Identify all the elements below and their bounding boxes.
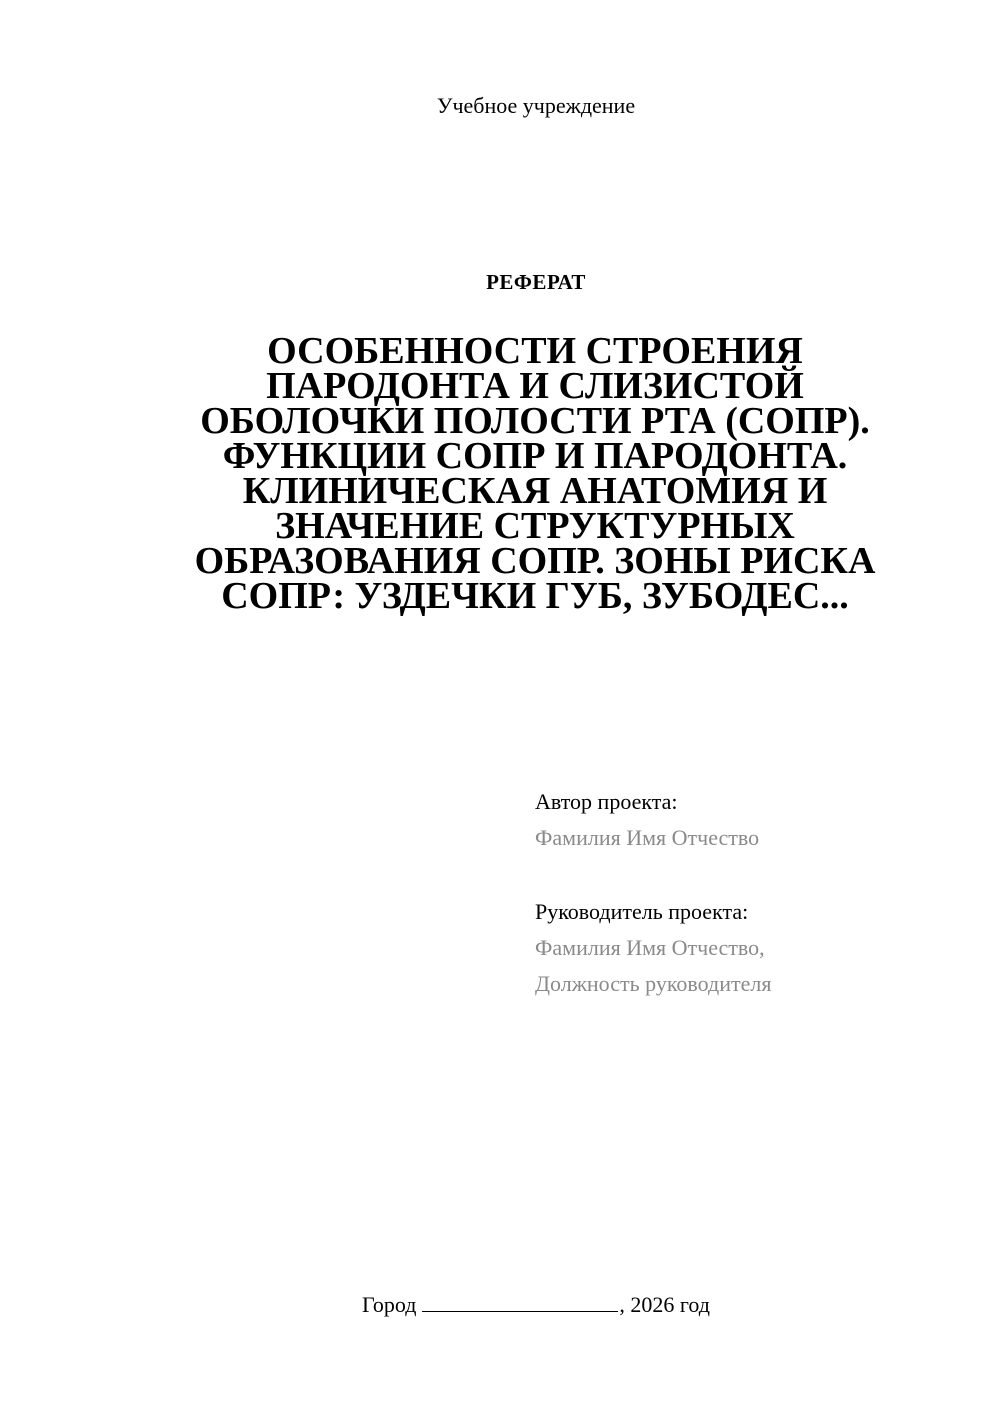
year-text: , 2026 год xyxy=(619,1292,710,1317)
title-line: ОБРАЗОВАНИЯ СОПР. ЗОНЫ РИСКА xyxy=(194,540,876,582)
institution-name: Учебное учреждение xyxy=(436,93,636,118)
supervisor-block xyxy=(535,894,975,1002)
title-line: КЛИНИЧЕСКАЯ АНАТОМИЯ И xyxy=(242,470,828,512)
city-blank-underline xyxy=(422,1289,618,1312)
title-line: ЗНАЧЕНИЕ СТРУКТУРНЫХ xyxy=(275,505,795,547)
title-line: ОСОБЕННОСТИ СТРОЕНИЯ xyxy=(267,330,803,372)
title-line: ОБОЛОЧКИ ПОЛОСТИ РТА (СОПР). xyxy=(200,400,870,442)
document-title xyxy=(160,330,910,617)
supervisor-position: Должность руководителя xyxy=(535,971,772,996)
author-label: Автор проекта: xyxy=(535,789,678,814)
document-type: РЕФЕРАТ xyxy=(486,270,586,294)
title-line: СОПР: УЗДЕЧКИ ГУБ, ЗУБОДЕС... xyxy=(221,575,849,617)
city-year-line xyxy=(0,1289,1000,1321)
supervisor-label: Руководитель проекта: xyxy=(535,899,749,924)
title-line: ФУНКЦИИ СОПР И ПАРОДОНТА. xyxy=(222,435,848,477)
author-name: Фамилия Имя Отчество xyxy=(535,825,760,850)
title-line: ПАРОДОНТА И СЛИЗИСТОЙ xyxy=(266,365,804,407)
supervisor-name: Фамилия Имя Отчество, xyxy=(535,935,765,960)
author-block xyxy=(535,784,975,856)
city-label: Город xyxy=(362,1292,417,1317)
